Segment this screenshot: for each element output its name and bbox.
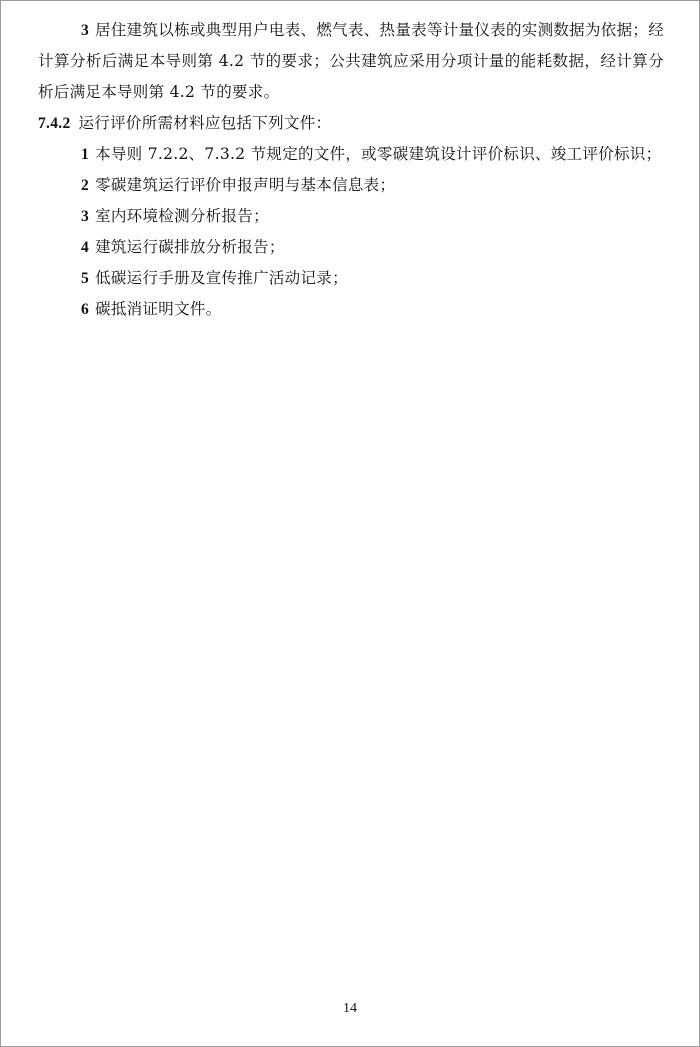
item-number: 1: [81, 146, 90, 163]
item-text: 居住建筑以栋或典型用户电表、燃气表、热量表等计量仪表的实测数据为依据；经计算分析后满足本导则第 4.2 节的要求；公共建筑应采用分项计量的能耗数据，经计算分析后满足本导则第 4.2 节的要求。: [38, 21, 664, 101]
item-number: 3: [81, 208, 90, 225]
page-number: 14: [343, 1001, 357, 1016]
item-text: 低碳运行手册及宣传推广活动记录；: [95, 269, 348, 287]
item-text: 本导则 7.2.2、7.3.2 节规定的文件，或零碳建筑设计评价标识、竣工评价标识；: [95, 145, 662, 163]
clause-heading: [38, 108, 664, 139]
list-item: [38, 232, 664, 263]
list-item: [38, 170, 664, 201]
list-item: [38, 263, 664, 294]
item-text: 碳抵消证明文件。: [95, 300, 222, 318]
item-text: 零碳建筑运行评价申报声明与基本信息表；: [95, 176, 396, 194]
list-item: [38, 201, 664, 232]
item-text: 室内环境检测分析报告；: [95, 207, 269, 225]
item-number: 6: [81, 301, 90, 318]
item-number: 2: [81, 177, 90, 194]
clause-number: 7.4.2: [38, 115, 71, 132]
item-number: 5: [81, 270, 90, 287]
list-item: [38, 139, 664, 170]
item-text: 建筑运行碳排放分析报告；: [95, 238, 285, 256]
clause-text: 运行评价所需材料应包括下列文件：: [78, 114, 332, 132]
page-content: [38, 15, 664, 325]
item-number: 3: [81, 22, 90, 39]
list-item: [38, 294, 664, 325]
item-number: 4: [81, 239, 90, 256]
list-item: [38, 15, 664, 108]
